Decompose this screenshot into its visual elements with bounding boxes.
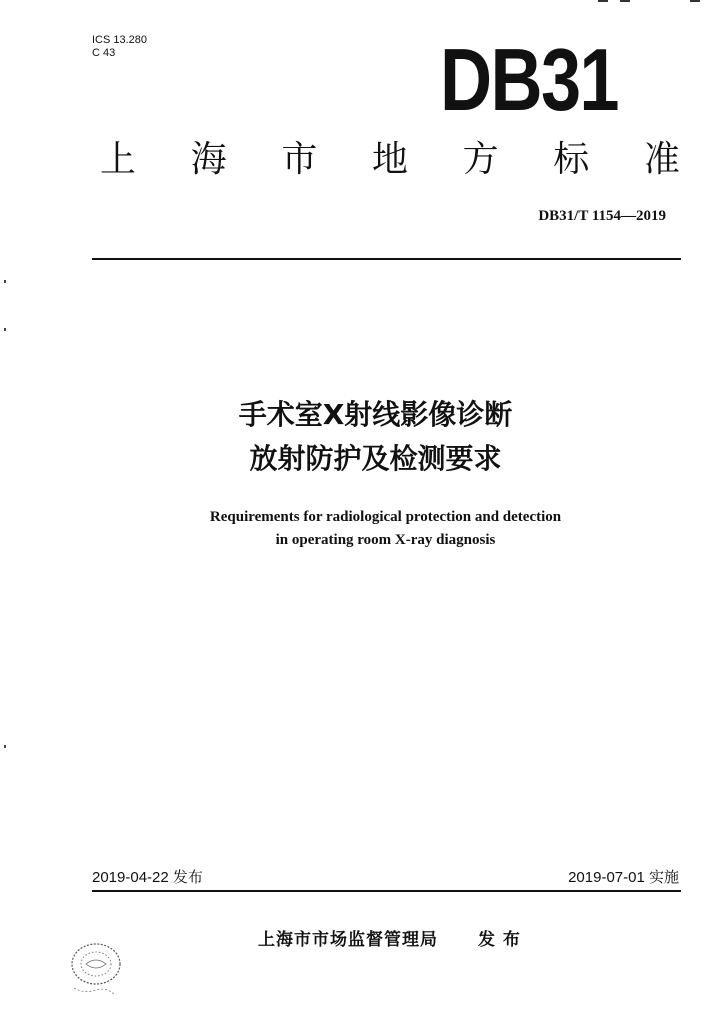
chinese-title bbox=[0, 393, 721, 481]
library-stamp bbox=[66, 938, 130, 998]
header-divider bbox=[92, 258, 681, 260]
standard-type-char: 准 bbox=[643, 139, 680, 180]
db31-logo: DB31 bbox=[440, 30, 618, 129]
standard-type-char: 标 bbox=[553, 139, 590, 180]
chinese-title-line: 放射防护及检测要求 bbox=[249, 442, 502, 475]
scan-speck bbox=[4, 745, 6, 748]
standard-type-char: 市 bbox=[281, 139, 318, 180]
issuer-name: 上海市市场监督管理局 bbox=[258, 930, 438, 950]
standard-type-char: 海 bbox=[190, 139, 227, 180]
english-title-line: Requirements for radiological protection and detection bbox=[209, 509, 562, 525]
issuing-authority bbox=[258, 925, 521, 950]
scan-speck bbox=[4, 328, 6, 331]
issue-date: 2019-04-22 发布 bbox=[92, 869, 203, 886]
english-title bbox=[0, 506, 721, 552]
scan-speck bbox=[4, 280, 6, 283]
standard-type-title bbox=[100, 140, 680, 180]
standard-type-char: 上 bbox=[100, 139, 137, 180]
chinese-title-line: 手术室X射线影像诊断 bbox=[238, 398, 513, 431]
scan-corner-marks bbox=[598, 0, 708, 6]
standard-type-char: 方 bbox=[462, 139, 499, 180]
ics-code: ICS 13.280 bbox=[92, 34, 148, 46]
standard-type-char: 地 bbox=[371, 139, 408, 180]
ccs-code: C 43 bbox=[92, 47, 116, 59]
classification-codes bbox=[92, 34, 147, 60]
standard-number: DB31/T 1154—2019 bbox=[538, 208, 666, 224]
english-title-line: in operating room X-ray diagnosis bbox=[275, 532, 496, 548]
implementation-date: 2019-07-01 实施 bbox=[568, 869, 679, 886]
issuer-action: 发 布 bbox=[478, 930, 521, 950]
footer-divider bbox=[92, 890, 681, 892]
